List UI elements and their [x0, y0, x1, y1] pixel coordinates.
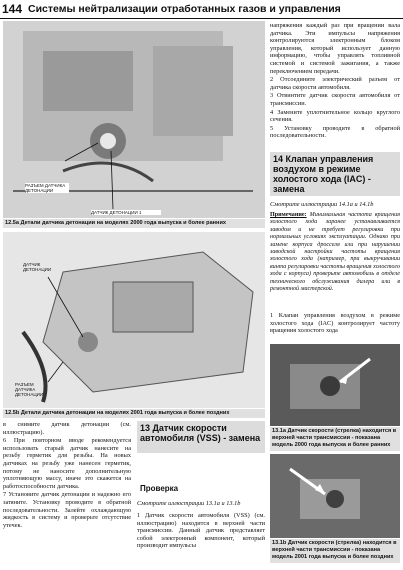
label-knock-connector: РАЗЪЕМ ДАТЧИКА ДЕТОНАЦИИ — [25, 183, 69, 193]
step-vss-2: 2 Отсоедините электрический разъем от датчика скорости автомобиля. — [270, 76, 400, 91]
figure-caption-1: 12.5а Детали датчика детонации на моделях 2000 года выпуска и более ранних — [3, 219, 265, 228]
section-13-title: 13 Датчик скорости автомобиля (VSS) - замена — [137, 421, 265, 453]
section-13-see: Смотрите иллюстрации 13.1a и 13.1b — [137, 500, 241, 507]
figure-vss-2001 — [270, 454, 400, 538]
transmission-photo-1 — [270, 344, 400, 426]
figure-vss-2000 — [270, 344, 400, 426]
label-knock-sensor: ДАТЧИК ДЕТОНАЦИИ 1 — [91, 210, 161, 215]
page-number: 144 — [2, 2, 23, 16]
knock-sensor-text — [3, 421, 131, 530]
step-knock-6: 6 При повторном вводе рекомендуется использовать старый датчик нанесите на резьбу герметик для резьбы. На новых датчиках на резьбу уже нанесен герметик, потому не наносите дополнительную уплотняющую массу, иначе это скажется на работоспособности датчика. — [3, 437, 131, 490]
section-14-step1: 1 Клапан управления воздухом в режиме холостого хода (IAC) контролирует частоту вращения холостого хода — [270, 312, 400, 335]
label-knock-sensor-2: ДАТЧИК ДЕТОНАЦИИ — [23, 262, 52, 272]
page-title: Системы нейтрализации отработанных газов и управления — [28, 3, 341, 15]
transmission-photo-2 — [270, 454, 400, 538]
step-knock-remove: в снимите датчик детонации (см. иллюстрацию). — [3, 421, 131, 436]
figure-knock-sensor-2000 — [3, 21, 265, 218]
section-13-subheading: Проверка — [140, 484, 179, 493]
figure-caption-4: 13.1b Датчик скорости (стрелка) находится в верхней части трансмиссии - показана модель 2001 года выпуска и более поздних — [270, 539, 400, 563]
section-13-step1: 1 Датчик скорости автомобиля (VSS) (см. иллюстрацию) находится в верхней части трансмиссии. Данный датчик представляет собой электронный компонент, который производит импульсы — [137, 512, 265, 550]
step-vss-3: 3 Отвинтите датчик скорости автомобиля от трансмиссии. — [270, 92, 400, 107]
figure-caption-3: 13.1a Датчик скорости (стрелка) находится в верхней части трансмиссии - показана модель 2000 года выпуска и более ранних — [270, 427, 400, 451]
label-knock-connector-2: РАЗЪЕМ ДАТЧИКА ДЕТОНАЦИИ — [15, 382, 44, 397]
paragraph-vss-pulses: напряжения каждый раз при вращении вала датчика. Эти импульсы напряжения контролируются электронным блоком управления, который использует данную информацию, чтобы управлять топливной системой и системой зажигания, а также переключением передачи. — [270, 22, 400, 75]
figure-caption-2: 12.5b Детали датчика детонации на моделях 2001 года выпуска и более поздних — [3, 409, 265, 418]
section-14-title: 14 Клапан управления воздухом в режиме холостого хода (IAC) - замена — [270, 152, 400, 196]
page-header — [0, 0, 403, 19]
section-14-see: Смотрите иллюстрации 14.1a и 14.1b — [270, 201, 374, 208]
figure-knock-sensor-2001 — [3, 232, 265, 408]
vss-continued-text — [270, 22, 400, 141]
step-knock-7: 7 Установите датчик детонации и надежно его затяните. Установку проводите в обратной последовательности. Залейте охлаждающую жидкость в систему и проверьте отсутствие утечек. — [3, 491, 131, 529]
note-label: Примечание: — [270, 212, 307, 218]
step-vss-4: 4 Замените уплотнительное кольцо круглого сечения. — [270, 108, 400, 124]
section-14-note — [270, 212, 400, 293]
step-vss-5: 5 Установку проводите в обратной последовательности. — [270, 124, 400, 140]
note-text: Минимальная частота вращения холостого хода заранее устанавливается заводом и не требует регулировки при нормальных условиях эксплуатации. Однако при замене корпуса дросселя или при нарушении заводской настройки частоты вращения холостого хода (например, при выкручивании винта регулировки частоты вращения холостого хода с корпуса) проверьте автомобиль в отделе технического обслуживания дилера или в ремонтной мастерской. — [270, 212, 400, 293]
